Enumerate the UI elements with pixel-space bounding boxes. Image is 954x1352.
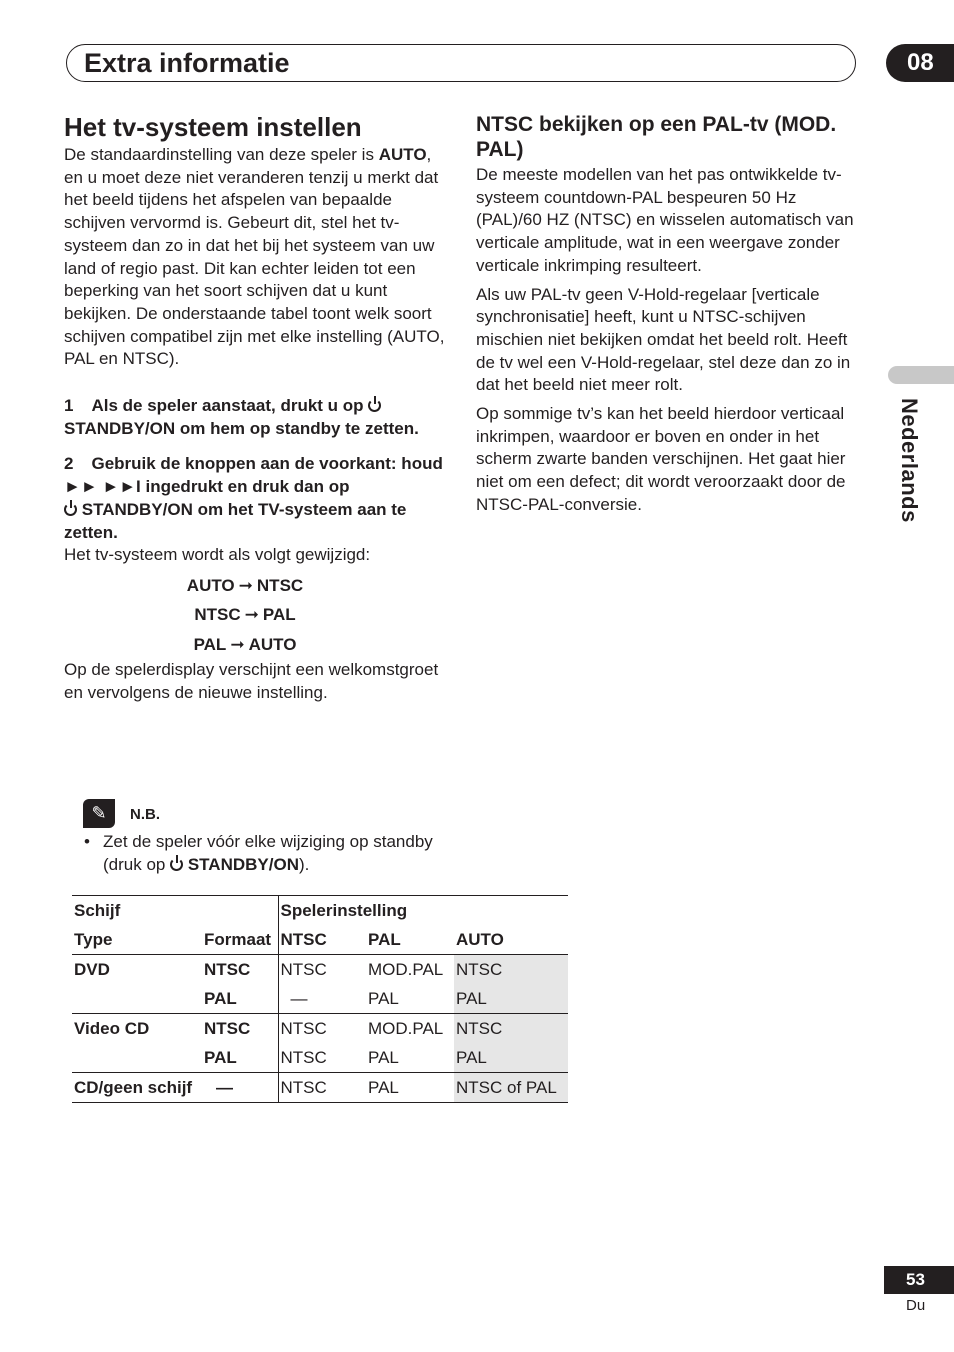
note-text: • Zet de speler vóór elke wijziging op standby (druk op STANDBY/ON). xyxy=(84,832,433,874)
power-icon xyxy=(64,503,77,516)
arrow-right-icon: ➞ xyxy=(238,575,253,595)
table-row: PAL — PAL PAL xyxy=(72,984,568,1014)
section-title: Extra informatie xyxy=(84,48,290,78)
table-header-ntsc: NTSC xyxy=(278,925,366,955)
sequence-line: NTSC ➞ PAL xyxy=(194,605,296,625)
table-header-type: Type xyxy=(72,925,202,955)
step-2: 2 Gebruik de knoppen aan de voorkant: houd ►► ►►I ingedrukt en druk dan op STANDBY/ON om het TV-systeem aan te zetten. xyxy=(64,454,443,543)
sequence-line: AUTO ➞ NTSC xyxy=(186,575,304,595)
power-icon xyxy=(368,399,381,412)
language-tab xyxy=(888,366,954,384)
power-icon xyxy=(170,858,183,871)
arrow-right-icon: ➞ xyxy=(230,634,245,654)
page-number: 53 xyxy=(884,1266,954,1294)
intro-paragraph: De standaardinstelling van deze speler is AUTO, en u moet deze niet veranderen tenzij u merkt dat het beeld tijdens het afspelen van bepaalde schijven vervormd is. Gebeurt dit, stel het tv-systeem dan zo in dat het bij het systeem van uw land of regio past. Dit kan echter leiden tot een beperking van het soort schijven dat u kunt bekijken. De onderstaande tabel toont welk soort schijven compatibel zijn met elke instelling (AUTO, PAL en NTSC). xyxy=(64,145,445,369)
note-title: N.B. xyxy=(130,806,160,823)
page-language-code: Du xyxy=(906,1297,926,1314)
table-row: DVD NTSC NTSC MOD.PAL NTSC xyxy=(72,955,568,985)
table-header-disc: Schijf xyxy=(72,896,278,926)
section-heading: NTSC bekijken op een PAL-tv (MOD. PAL) xyxy=(476,113,837,161)
right-column xyxy=(476,112,860,523)
compatibility-table xyxy=(72,895,568,1103)
chapter-badge: 08 xyxy=(886,44,954,82)
note-pencil-icon: ✎ xyxy=(83,799,115,828)
sequence-line: PAL ➞ AUTO xyxy=(193,634,297,654)
page-heading: Het tv-systeem instellen xyxy=(64,112,362,142)
step-2-result: Het tv-systeem wordt als volgt gewijzigd: xyxy=(64,545,371,565)
table-header-format: Formaat xyxy=(202,925,278,955)
table-row: Video CD NTSC NTSC MOD.PAL NTSC xyxy=(72,1014,568,1044)
table-header-setting: Spelerinstelling xyxy=(278,896,568,926)
paragraph: De meeste modellen van het pas ontwikkelde tv-systeem countdown-PAL bespeuren 50 Hz (PAL)/60 HZ (NTSC) en wisselen automatisch van verticale amplitude, wat in een weergave zonder verticale inkrimping resulteert. xyxy=(476,165,854,275)
table-row: CD/geen schijf — NTSC PAL NTSC of PAL xyxy=(72,1073,568,1103)
paragraph: Op sommige tv’s kan het beeld hierdoor verticaal inkrimpen, waardoor er boven en onder in het scherm zwarte banden verschijnen. Het gaat hier niet om een defect; dit wordt veroorzaakt door de NTSC-PAL-conversie. xyxy=(476,404,846,514)
after-sequence-text: Op de spelerdisplay verschijnt een welkomstgroet en vervolgens de nieuwe instelling. xyxy=(64,660,439,702)
forward-skip-icon: ►► ►►I xyxy=(64,477,141,497)
table-header-pal: PAL xyxy=(366,925,454,955)
table-header-auto: AUTO xyxy=(454,925,568,955)
left-column xyxy=(64,112,446,705)
paragraph: Als uw PAL-tv geen V-Hold-regelaar [verticale synchronisatie] heeft, kunt u NTSC-schijven mischien niet bekijken omdat het beeld rolt. Heeft de tv wel een V-Hold-regelaar, stel deze dan zo in dat het beeld niet meer rolt. xyxy=(476,284,851,395)
arrow-right-icon: ➞ xyxy=(244,605,259,625)
table-row: PAL NTSC PAL PAL xyxy=(72,1043,568,1073)
step-1: 1 Als de speler aanstaat, drukt u op STANDBY/ON om hem op standby te zetten. xyxy=(64,396,419,439)
language-label: Nederlands xyxy=(897,398,922,523)
